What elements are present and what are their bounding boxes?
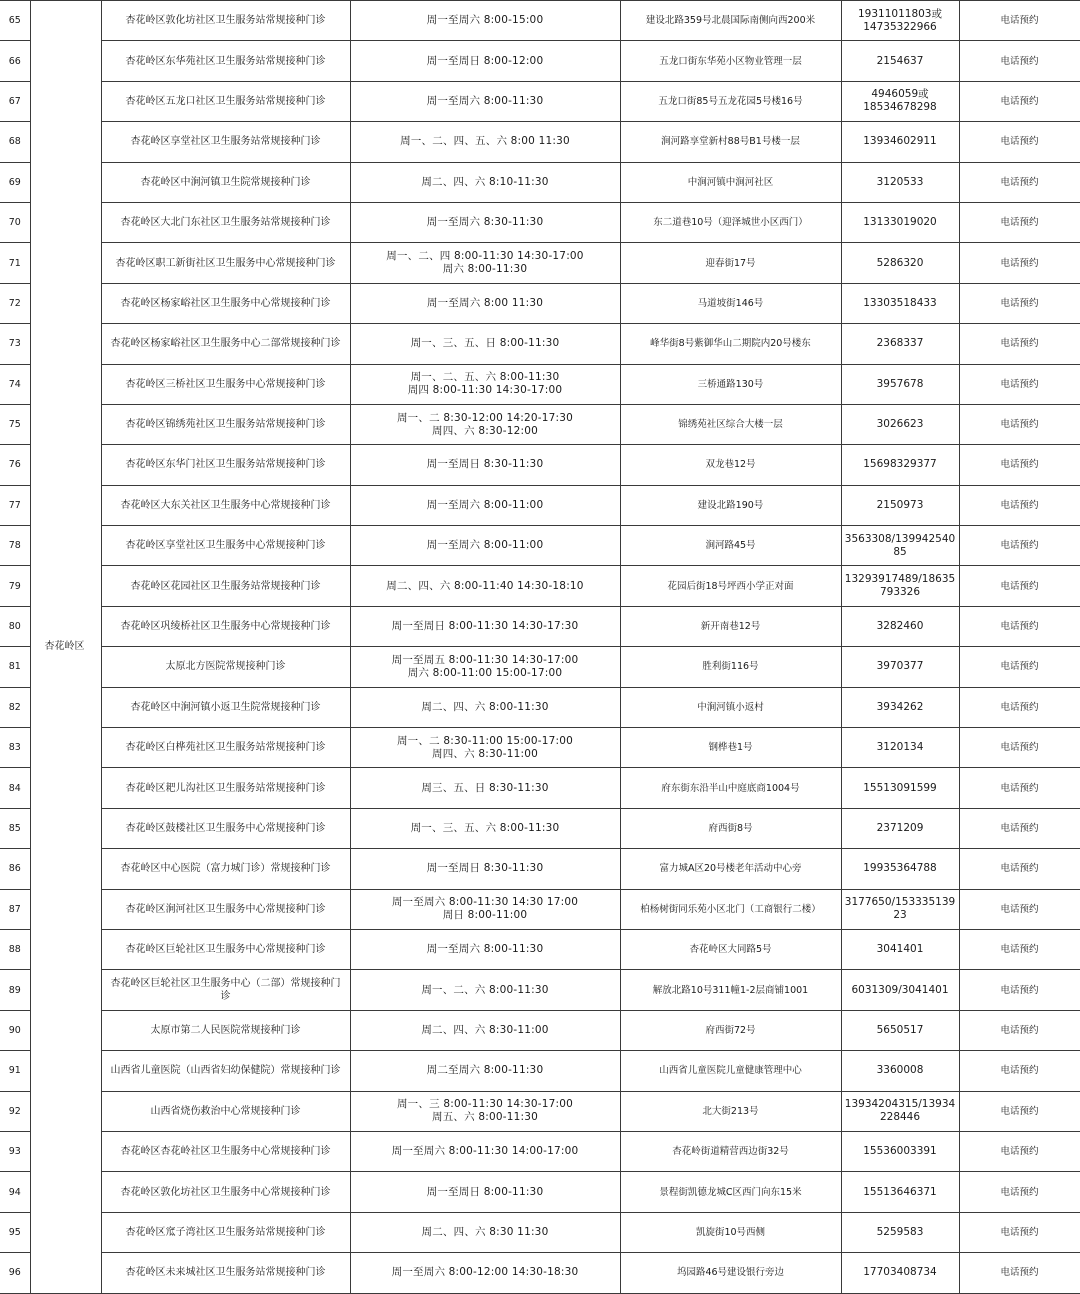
booking-method: 电话预约 bbox=[959, 1010, 1080, 1050]
contact-phone: 17703408734 bbox=[841, 1253, 959, 1293]
row-number: 70 bbox=[0, 202, 30, 242]
opening-hours: 周一至周五 8:00-11:30 14:30-17:00 周六 8:00-11:00 15:00-17:00 bbox=[350, 647, 620, 687]
table-row bbox=[0, 606, 1080, 646]
row-number: 93 bbox=[0, 1131, 30, 1171]
opening-hours: 周一、三 8:00-11:30 14:30-17:00 周五、六 8:00-11:30 bbox=[350, 1091, 620, 1131]
row-number: 68 bbox=[0, 122, 30, 162]
row-number: 76 bbox=[0, 445, 30, 485]
clinic-name: 杏花岭区未来城社区卫生服务站常规接种门诊 bbox=[101, 1253, 350, 1293]
clinic-name: 杏花岭区窊子湾社区卫生服务站常规接种门诊 bbox=[101, 1212, 350, 1252]
table-row bbox=[0, 687, 1080, 727]
row-number: 73 bbox=[0, 324, 30, 364]
contact-phone: 6031309/3041401 bbox=[841, 970, 959, 1010]
opening-hours: 周一、二、五、六 8:00-11:30 周四 8:00-11:30 14:30-17:00 bbox=[350, 364, 620, 404]
table-row bbox=[0, 1051, 1080, 1091]
contact-phone: 3563308/139942540 85 bbox=[841, 526, 959, 566]
clinic-address: 峰华街8号紫御华山二期院内20号楼东 bbox=[620, 324, 841, 364]
clinic-address: 凯旋街10号西侧 bbox=[620, 1212, 841, 1252]
clinic-name: 杏花岭区巨轮社区卫生服务中心常规接种门诊 bbox=[101, 929, 350, 969]
clinic-name: 太原市第二人民医院常规接种门诊 bbox=[101, 1010, 350, 1050]
table-row bbox=[0, 526, 1080, 566]
opening-hours: 周一至周六 8:00-11:30 14:30 17:00 周日 8:00-11:00 bbox=[350, 889, 620, 929]
table-row bbox=[0, 566, 1080, 606]
contact-phone: 3957678 bbox=[841, 364, 959, 404]
contact-phone: 2154637 bbox=[841, 41, 959, 81]
opening-hours: 周二、四、六 8:30 11:30 bbox=[350, 1212, 620, 1252]
booking-method: 电话预约 bbox=[959, 687, 1080, 727]
table-row bbox=[0, 849, 1080, 889]
clinic-name: 杏花岭区花园社区卫生服务站常规接种门诊 bbox=[101, 566, 350, 606]
booking-method: 电话预约 bbox=[959, 1212, 1080, 1252]
contact-phone: 13293917489/18635 793326 bbox=[841, 566, 959, 606]
row-number: 90 bbox=[0, 1010, 30, 1050]
booking-method: 电话预约 bbox=[959, 41, 1080, 81]
booking-method: 电话预约 bbox=[959, 526, 1080, 566]
contact-phone: 15536003391 bbox=[841, 1131, 959, 1171]
opening-hours: 周一至周六 8:00-11:30 14:00-17:00 bbox=[350, 1131, 620, 1171]
booking-method: 电话预约 bbox=[959, 970, 1080, 1010]
opening-hours: 周一、三、五、六 8:00-11:30 bbox=[350, 808, 620, 848]
opening-hours: 周二、四、六 8:30-11:00 bbox=[350, 1010, 620, 1050]
clinic-name: 杏花岭区享堂社区卫生服务中心常规接种门诊 bbox=[101, 526, 350, 566]
contact-phone: 3934262 bbox=[841, 687, 959, 727]
row-number: 69 bbox=[0, 162, 30, 202]
booking-method: 电话预约 bbox=[959, 1091, 1080, 1131]
table-row bbox=[0, 445, 1080, 485]
clinic-address: 马道坡街146号 bbox=[620, 283, 841, 323]
clinic-address: 府西街72号 bbox=[620, 1010, 841, 1050]
row-number: 66 bbox=[0, 41, 30, 81]
row-number: 96 bbox=[0, 1253, 30, 1293]
booking-method: 电话预约 bbox=[959, 202, 1080, 242]
row-number: 65 bbox=[0, 1, 30, 41]
table-row bbox=[0, 122, 1080, 162]
opening-hours: 周一至周日 8:30-11:30 bbox=[350, 849, 620, 889]
clinic-name: 杏花岭区涧河社区卫生服务中心常规接种门诊 bbox=[101, 889, 350, 929]
clinic-name: 杏花岭区杏花岭社区卫生服务中心常规接种门诊 bbox=[101, 1131, 350, 1171]
opening-hours: 周二、四、六 8:00-11:40 14:30-18:10 bbox=[350, 566, 620, 606]
contact-phone: 13133019020 bbox=[841, 202, 959, 242]
row-number: 84 bbox=[0, 768, 30, 808]
clinic-address: 坞园路46号建设银行旁边 bbox=[620, 1253, 841, 1293]
booking-method: 电话预约 bbox=[959, 768, 1080, 808]
booking-method: 电话预约 bbox=[959, 808, 1080, 848]
row-number: 81 bbox=[0, 647, 30, 687]
clinic-address: 解放北路10号311幢1-2层商铺1001 bbox=[620, 970, 841, 1010]
booking-method: 电话预约 bbox=[959, 1051, 1080, 1091]
opening-hours: 周一、二 8:30-12:00 14:20-17:30 周四、六 8:30-12:00 bbox=[350, 404, 620, 444]
row-number: 78 bbox=[0, 526, 30, 566]
clinic-address: 柏杨树街同乐苑小区北门（工商银行二楼） bbox=[620, 889, 841, 929]
booking-method: 电话预约 bbox=[959, 566, 1080, 606]
clinic-address: 富力城A区20号楼老年活动中心旁 bbox=[620, 849, 841, 889]
opening-hours: 周三、五、日 8:30-11:30 bbox=[350, 768, 620, 808]
clinic-address: 中涧河镇小返村 bbox=[620, 687, 841, 727]
table-row bbox=[0, 970, 1080, 1010]
table-row bbox=[0, 162, 1080, 202]
clinic-name: 杏花岭区敦化坊社区卫生服务中心常规接种门诊 bbox=[101, 1172, 350, 1212]
clinic-name: 杏花岭区东华门社区卫生服务站常规接种门诊 bbox=[101, 445, 350, 485]
clinic-address: 五龙口街东华苑小区物业管理一层 bbox=[620, 41, 841, 81]
contact-phone: 3026623 bbox=[841, 404, 959, 444]
booking-method: 电话预约 bbox=[959, 606, 1080, 646]
clinic-name: 山西省儿童医院（山西省妇幼保健院）常规接种门诊 bbox=[101, 1051, 350, 1091]
row-number: 85 bbox=[0, 808, 30, 848]
table-row bbox=[0, 41, 1080, 81]
clinic-address: 胜利街116号 bbox=[620, 647, 841, 687]
clinic-name: 杏花岭区鼓楼社区卫生服务中心常规接种门诊 bbox=[101, 808, 350, 848]
opening-hours: 周一至周六 8:00-15:00 bbox=[350, 1, 620, 41]
booking-method: 电话预约 bbox=[959, 404, 1080, 444]
opening-hours: 周一、三、五、日 8:00-11:30 bbox=[350, 324, 620, 364]
clinic-address: 山西省儿童医院儿童健康管理中心 bbox=[620, 1051, 841, 1091]
booking-method: 电话预约 bbox=[959, 889, 1080, 929]
clinic-address: 锦绣苑社区综合大楼一层 bbox=[620, 404, 841, 444]
clinic-name: 杏花岭区中心医院（富力城门诊）常规接种门诊 bbox=[101, 849, 350, 889]
table-row bbox=[0, 485, 1080, 525]
contact-phone: 13934204315/13934 228446 bbox=[841, 1091, 959, 1131]
clinic-name: 杏花岭区中涧河镇卫生院常规接种门诊 bbox=[101, 162, 350, 202]
clinic-address: 北大街213号 bbox=[620, 1091, 841, 1131]
contact-phone: 15513646371 bbox=[841, 1172, 959, 1212]
opening-hours: 周一、二、四 8:00-11:30 14:30-17:00 周六 8:00-11:30 bbox=[350, 243, 620, 283]
booking-method: 电话预约 bbox=[959, 243, 1080, 283]
row-number: 79 bbox=[0, 566, 30, 606]
booking-method: 电话预约 bbox=[959, 122, 1080, 162]
row-number: 75 bbox=[0, 404, 30, 444]
clinic-name: 杏花岭区巨轮社区卫生服务中心（二部）常规接种门 诊 bbox=[101, 970, 350, 1010]
clinic-name: 杏花岭区五龙口社区卫生服务站常规接种门诊 bbox=[101, 81, 350, 121]
clinic-name: 杏花岭区享堂社区卫生服务站常规接种门诊 bbox=[101, 122, 350, 162]
booking-method: 电话预约 bbox=[959, 849, 1080, 889]
table-row bbox=[0, 647, 1080, 687]
table-row bbox=[0, 1212, 1080, 1252]
clinic-name: 山西省烧伤救治中心常规接种门诊 bbox=[101, 1091, 350, 1131]
row-number: 74 bbox=[0, 364, 30, 404]
booking-method: 电话预约 bbox=[959, 1253, 1080, 1293]
clinic-address: 建设北路359号北晨国际南侧向西200米 bbox=[620, 1, 841, 41]
row-number: 91 bbox=[0, 1051, 30, 1091]
opening-hours: 周二、四、六 8:10-11:30 bbox=[350, 162, 620, 202]
table-row bbox=[0, 929, 1080, 969]
booking-method: 电话预约 bbox=[959, 445, 1080, 485]
clinic-address: 景程街凯德龙城C区西门向东15米 bbox=[620, 1172, 841, 1212]
opening-hours: 周一至周日 8:00-11:30 14:30-17:30 bbox=[350, 606, 620, 646]
table-row bbox=[0, 1010, 1080, 1050]
contact-phone: 3177650/153335139 23 bbox=[841, 889, 959, 929]
table-row bbox=[0, 1172, 1080, 1212]
opening-hours: 周一、二、六 8:00-11:30 bbox=[350, 970, 620, 1010]
table-row bbox=[0, 283, 1080, 323]
row-number: 82 bbox=[0, 687, 30, 727]
clinic-address: 建设北路190号 bbox=[620, 485, 841, 525]
clinic-name: 杏花岭区职工新街社区卫生服务中心常规接种门诊 bbox=[101, 243, 350, 283]
table-row bbox=[0, 243, 1080, 283]
clinic-address: 花园后街18号坪西小学正对面 bbox=[620, 566, 841, 606]
clinic-name: 杏花岭区巩绫桥社区卫生服务中心常规接种门诊 bbox=[101, 606, 350, 646]
clinic-address: 五龙口街85号五龙花园5号楼16号 bbox=[620, 81, 841, 121]
row-number: 77 bbox=[0, 485, 30, 525]
contact-phone: 3041401 bbox=[841, 929, 959, 969]
booking-method: 电话预约 bbox=[959, 324, 1080, 364]
contact-phone: 13303518433 bbox=[841, 283, 959, 323]
opening-hours: 周一至周六 8:30-11:30 bbox=[350, 202, 620, 242]
contact-phone: 2368337 bbox=[841, 324, 959, 364]
contact-phone: 15513091599 bbox=[841, 768, 959, 808]
table-row bbox=[0, 1, 1080, 41]
booking-method: 电话预约 bbox=[959, 1131, 1080, 1171]
clinic-address: 杏花岭街道精营西边街32号 bbox=[620, 1131, 841, 1171]
contact-phone: 5650517 bbox=[841, 1010, 959, 1050]
clinic-name: 杏花岭区大东关社区卫生服务中心常规接种门诊 bbox=[101, 485, 350, 525]
clinic-name: 太原北方医院常规接种门诊 bbox=[101, 647, 350, 687]
row-number: 67 bbox=[0, 81, 30, 121]
booking-method: 电话预约 bbox=[959, 364, 1080, 404]
opening-hours: 周一至周日 8:00-11:30 bbox=[350, 1172, 620, 1212]
contact-phone: 15698329377 bbox=[841, 445, 959, 485]
clinic-name: 杏花岭区杨家峪社区卫生服务中心二部常规接种门诊 bbox=[101, 324, 350, 364]
table-row bbox=[0, 808, 1080, 848]
opening-hours: 周一、二、四、五、六 8:00 11:30 bbox=[350, 122, 620, 162]
clinic-address: 府西街8号 bbox=[620, 808, 841, 848]
clinic-address: 东二道巷10号（迎泽城世小区西门） bbox=[620, 202, 841, 242]
clinic-name: 杏花岭区敦化坊社区卫生服务站常规接种门诊 bbox=[101, 1, 350, 41]
contact-phone: 13934602911 bbox=[841, 122, 959, 162]
clinic-address: 杏花岭区大同路5号 bbox=[620, 929, 841, 969]
row-number: 80 bbox=[0, 606, 30, 646]
contact-phone: 19311011803或 14735322966 bbox=[841, 1, 959, 41]
table-row bbox=[0, 404, 1080, 444]
table-row bbox=[0, 889, 1080, 929]
opening-hours: 周一至周六 8:00-11:30 bbox=[350, 81, 620, 121]
opening-hours: 周一至周六 8:00-11:00 bbox=[350, 485, 620, 525]
contact-phone: 3282460 bbox=[841, 606, 959, 646]
clinic-name: 杏花岭区三桥社区卫生服务中心常规接种门诊 bbox=[101, 364, 350, 404]
booking-method: 电话预约 bbox=[959, 162, 1080, 202]
clinic-name: 杏花岭区耙儿沟社区卫生服务站常规接种门诊 bbox=[101, 768, 350, 808]
opening-hours: 周一至周六 8:00-11:30 bbox=[350, 929, 620, 969]
booking-method: 电话预约 bbox=[959, 929, 1080, 969]
clinic-name: 杏花岭区白桦苑社区卫生服务站常规接种门诊 bbox=[101, 728, 350, 768]
booking-method: 电话预约 bbox=[959, 283, 1080, 323]
contact-phone: 4946059或 18534678298 bbox=[841, 81, 959, 121]
contact-phone: 19935364788 bbox=[841, 849, 959, 889]
row-number: 88 bbox=[0, 929, 30, 969]
booking-method: 电话预约 bbox=[959, 485, 1080, 525]
clinic-address: 双龙巷12号 bbox=[620, 445, 841, 485]
row-number: 89 bbox=[0, 970, 30, 1010]
clinic-name: 杏花岭区大北门东社区卫生服务站常规接种门诊 bbox=[101, 202, 350, 242]
booking-method: 电话预约 bbox=[959, 1, 1080, 41]
table-row bbox=[0, 324, 1080, 364]
contact-phone: 2150973 bbox=[841, 485, 959, 525]
row-number: 72 bbox=[0, 283, 30, 323]
opening-hours: 周一至周日 8:30-11:30 bbox=[350, 445, 620, 485]
opening-hours: 周一至周六 8:00-11:00 bbox=[350, 526, 620, 566]
clinic-name: 杏花岭区杨家峪社区卫生服务中心常规接种门诊 bbox=[101, 283, 350, 323]
clinic-name: 杏花岭区中涧河镇小返卫生院常规接种门诊 bbox=[101, 687, 350, 727]
table-row bbox=[0, 364, 1080, 404]
opening-hours: 周二至周六 8:00-11:30 bbox=[350, 1051, 620, 1091]
table-row bbox=[0, 81, 1080, 121]
booking-method: 电话预约 bbox=[959, 81, 1080, 121]
opening-hours: 周一、二 8:30-11:00 15:00-17:00 周四、六 8:30-11:00 bbox=[350, 728, 620, 768]
contact-phone: 3360008 bbox=[841, 1051, 959, 1091]
row-number: 95 bbox=[0, 1212, 30, 1252]
contact-phone: 5286320 bbox=[841, 243, 959, 283]
table-row bbox=[0, 1253, 1080, 1293]
booking-method: 电话预约 bbox=[959, 647, 1080, 687]
clinic-name: 杏花岭区东华苑社区卫生服务站常规接种门诊 bbox=[101, 41, 350, 81]
contact-phone: 5259583 bbox=[841, 1212, 959, 1252]
row-number: 86 bbox=[0, 849, 30, 889]
booking-method: 电话预约 bbox=[959, 728, 1080, 768]
table-body bbox=[0, 1, 1080, 1294]
opening-hours: 周一至周六 8:00-12:00 14:30-18:30 bbox=[350, 1253, 620, 1293]
clinic-address: 涧河路45号 bbox=[620, 526, 841, 566]
table-row bbox=[0, 728, 1080, 768]
row-number: 94 bbox=[0, 1172, 30, 1212]
clinic-address: 三桥通路130号 bbox=[620, 364, 841, 404]
table-row bbox=[0, 1091, 1080, 1131]
table-row bbox=[0, 202, 1080, 242]
clinic-address: 钢桦巷1号 bbox=[620, 728, 841, 768]
clinic-address: 涧河路享堂新村88号B1号楼一层 bbox=[620, 122, 841, 162]
clinic-address: 迎春街17号 bbox=[620, 243, 841, 283]
contact-phone: 2371209 bbox=[841, 808, 959, 848]
table-row bbox=[0, 768, 1080, 808]
contact-phone: 3120533 bbox=[841, 162, 959, 202]
clinic-address: 府东街东沿半山中庭底商1004号 bbox=[620, 768, 841, 808]
district-name: 杏花岭区 bbox=[30, 1, 101, 1294]
opening-hours: 周一至周日 8:00-12:00 bbox=[350, 41, 620, 81]
clinic-address: 新开南巷12号 bbox=[620, 606, 841, 646]
row-number: 87 bbox=[0, 889, 30, 929]
clinic-name: 杏花岭区锦绣苑社区卫生服务站常规接种门诊 bbox=[101, 404, 350, 444]
booking-method: 电话预约 bbox=[959, 1172, 1080, 1212]
opening-hours: 周二、四、六 8:00-11:30 bbox=[350, 687, 620, 727]
table-row bbox=[0, 1131, 1080, 1171]
row-number: 71 bbox=[0, 243, 30, 283]
row-number: 92 bbox=[0, 1091, 30, 1131]
opening-hours: 周一至周六 8:00 11:30 bbox=[350, 283, 620, 323]
contact-phone: 3120134 bbox=[841, 728, 959, 768]
contact-phone: 3970377 bbox=[841, 647, 959, 687]
clinic-address: 中涧河镇中涧河社区 bbox=[620, 162, 841, 202]
row-number: 83 bbox=[0, 728, 30, 768]
